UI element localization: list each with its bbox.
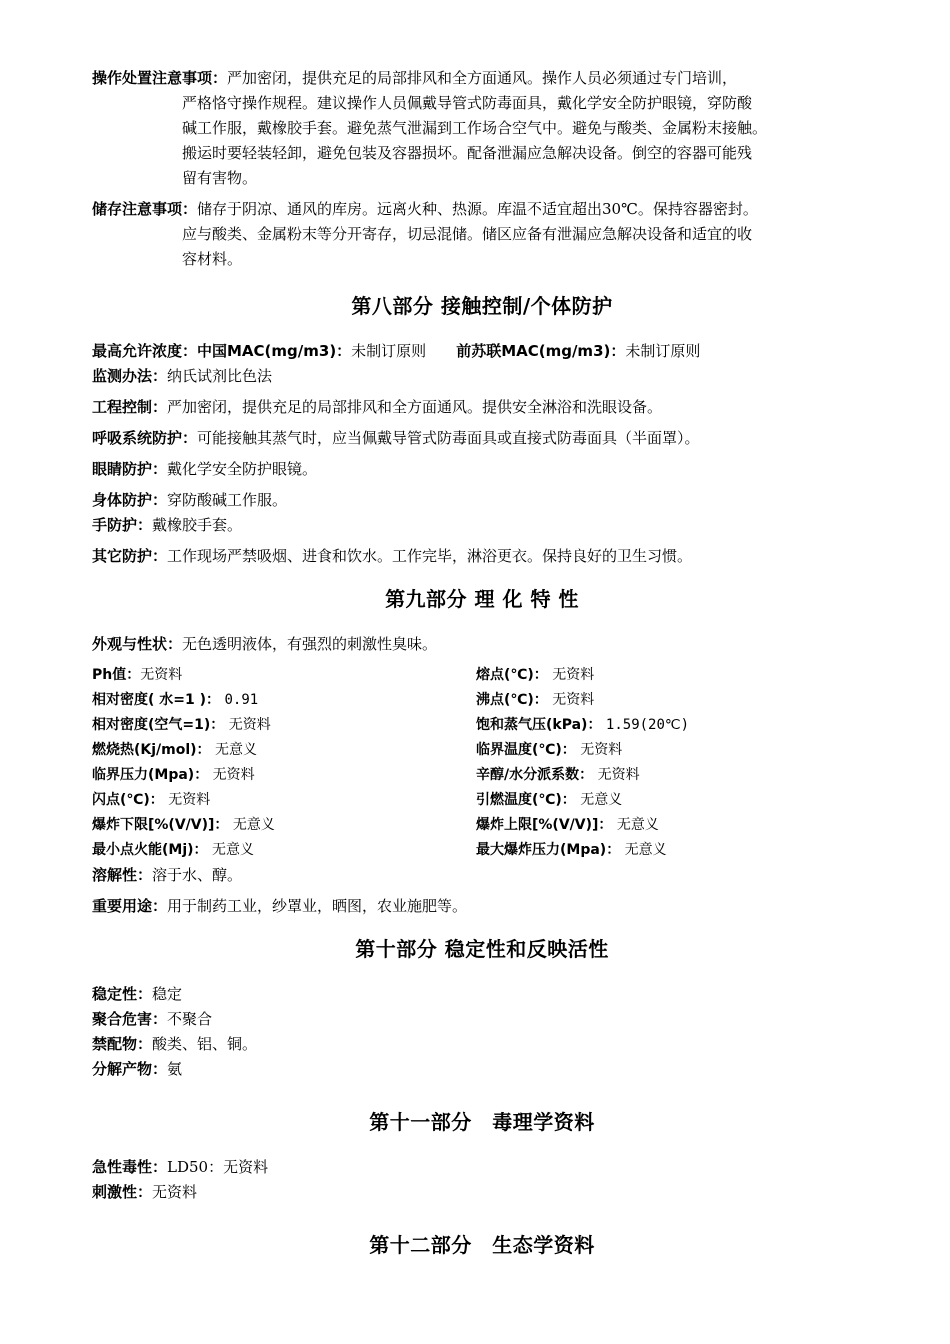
property-grid: [92, 663, 872, 863]
handling-precautions: [92, 66, 872, 191]
incompatible-value: 酸类、铝、铜。: [152, 1035, 258, 1053]
property-item: 沸点(℃)： 无资料: [476, 692, 595, 708]
document-page: [92, 66, 872, 1278]
section-10-title: 第十部分 稳定性和反映活性: [355, 937, 609, 961]
property-item: 最小点火能(Mj)： 无意义: [92, 842, 254, 858]
other-label: 其它防护：: [92, 547, 168, 565]
use-row: [92, 894, 872, 919]
property-item: 辛醇/水分派系数： 无资料: [476, 767, 640, 783]
use-value: 用于制药工业，纱罩业，晒图，农业施肥等。: [167, 897, 468, 915]
monitor-row: [92, 364, 872, 389]
acute-toxicity-value: LD50：无资料: [167, 1158, 269, 1176]
engineering-label: 工程控制：: [92, 398, 168, 416]
incompatible-label: 禁配物：: [92, 1035, 153, 1053]
body-row: [92, 488, 872, 513]
decomposition-label: 分解产物：: [92, 1060, 168, 1078]
hand-label: 手防护：: [92, 516, 153, 534]
respiratory-label: 呼吸系统防护：: [92, 429, 198, 447]
eye-value: 戴化学安全防护眼镜。: [167, 460, 318, 478]
handling-line: 严加密闭，提供充足的局部排风和全方面通风。操作人员必须通过专门培训，: [227, 69, 738, 87]
irritation-row: [92, 1180, 872, 1205]
eye-row: [92, 457, 872, 482]
decomposition-row: [92, 1057, 872, 1082]
solubility-row: [92, 863, 872, 888]
property-item: 饱和蒸气压(kPa)： 1.59(20℃): [476, 717, 690, 733]
property-item: 最大爆炸压力(Mpa)： 无意义: [476, 842, 667, 858]
property-item: 临界压力(Mpa)： 无资料: [92, 767, 255, 783]
irritation-label: 刺激性：: [92, 1183, 153, 1201]
mac-su-label: 前苏联MAC(mg/m3)：: [456, 342, 626, 360]
polymerization-label: 聚合危害：: [92, 1010, 168, 1028]
hand-value: 戴橡胶手套。: [152, 516, 243, 534]
engineering-value: 严加密闭，提供充足的局部排风和全方面通风。提供安全淋浴和洗眼设备。: [167, 398, 663, 416]
handling-line: 严格恪守操作规程。建议操作人员佩戴导管式防毒面具，戴化学安全防护眼镜，穿防酸: [182, 94, 753, 112]
handling-line: 留有害物。: [182, 169, 258, 187]
engineering-row: [92, 395, 872, 420]
respiratory-row: [92, 426, 872, 451]
eye-label: 眼睛防护：: [92, 460, 168, 478]
storage-line: 储存于阴凉、通风的库房。远离火种、热源。库温不适宜超出30℃。保持容器密封。: [197, 200, 758, 218]
property-item: 爆炸上限[%(V/V)]： 无意义: [476, 817, 659, 833]
stability-value: 稳定: [152, 985, 183, 1003]
storage-label: 储存注意事项：: [92, 200, 198, 218]
property-item: 引燃温度(℃)： 无意义: [476, 792, 623, 808]
property-item: Ph值：无资料: [92, 667, 183, 683]
hand-row: [92, 513, 872, 538]
mac-row: [92, 339, 872, 364]
monitor-label: 监测办法：: [92, 367, 168, 385]
handling-line: 搬运时要轻装轻卸，避免包装及容器损坏。配备泄漏应急解决设备。倒空的容器可能残: [182, 144, 753, 162]
decomposition-value: 氨: [167, 1060, 183, 1078]
appearance-value: 无色透明液体，有强烈的刺激性臭味。: [182, 635, 438, 653]
irritation-value: 无资料: [152, 1183, 198, 1201]
property-item: 燃烧热(Kj/mol)： 无意义: [92, 742, 258, 758]
section-12-title: 第十二部分 生态学资料: [369, 1233, 595, 1257]
property-item: 相对密度( 水=1 )： 0.91: [92, 692, 259, 708]
appearance-row: [92, 632, 872, 657]
solubility-value: 溶于水、醇。: [152, 866, 243, 884]
monitor-value: 纳氏试剂比色法: [167, 367, 273, 385]
section-9-title: 第九部分 理 化 特 性: [385, 587, 579, 611]
acute-toxicity-label: 急性毒性：: [92, 1158, 168, 1176]
body-label: 身体防护：: [92, 491, 168, 509]
section-8-title: 第八部分 接触控制/个体防护: [351, 294, 613, 318]
body-value: 穿防酸碱工作服。: [167, 491, 288, 509]
other-row: [92, 544, 872, 569]
property-item: 熔点(℃)： 无资料: [476, 667, 595, 683]
mac-cn-value: 未制订原则: [351, 342, 427, 360]
appearance-label: 外观与性状：: [92, 635, 183, 653]
incompatible-row: [92, 1032, 872, 1057]
mac-su-value: 未制订原则: [625, 342, 701, 360]
stability-row: [92, 982, 872, 1007]
property-item: 临界温度(℃)： 无资料: [476, 742, 623, 758]
property-item: 爆炸下限[%(V/V)]： 无意义: [92, 817, 275, 833]
polymerization-row: [92, 1007, 872, 1032]
section-11-title: 第十一部分 毒理学资料: [369, 1110, 595, 1134]
other-value: 工作现场严禁吸烟、进食和饮水。工作完毕，淋浴更衣。保持良好的卫生习惯。: [167, 547, 693, 565]
polymerization-value: 不聚合: [167, 1010, 213, 1028]
handling-line: 碱工作服，戴橡胶手套。避免蒸气泄漏到工作场合空气中。避免与酸类、金属粉末接触。: [182, 119, 768, 137]
respiratory-value: 可能接触其蒸气时，应当佩戴导管式防毒面具或直接式防毒面具（半面罩）。: [197, 429, 700, 447]
mac-cn-label: 最高允许浓度：中国MAC(mg/m3)：: [92, 342, 352, 360]
solubility-label: 溶解性：: [92, 866, 153, 884]
use-label: 重要用途：: [92, 897, 168, 915]
storage-precautions: [92, 197, 872, 272]
property-item: 闪点(℃)： 无资料: [92, 792, 211, 808]
stability-label: 稳定性：: [92, 985, 153, 1003]
acute-toxicity-row: [92, 1155, 872, 1180]
storage-line: 容材料。: [182, 250, 243, 268]
storage-line: 应与酸类、金属粉末等分开寄存，切忌混储。储区应备有泄漏应急解决设备和适宜的收: [182, 225, 753, 243]
handling-label: 操作处置注意事项：: [92, 69, 228, 87]
property-item: 相对密度(空气=1)： 无资料: [92, 717, 271, 733]
